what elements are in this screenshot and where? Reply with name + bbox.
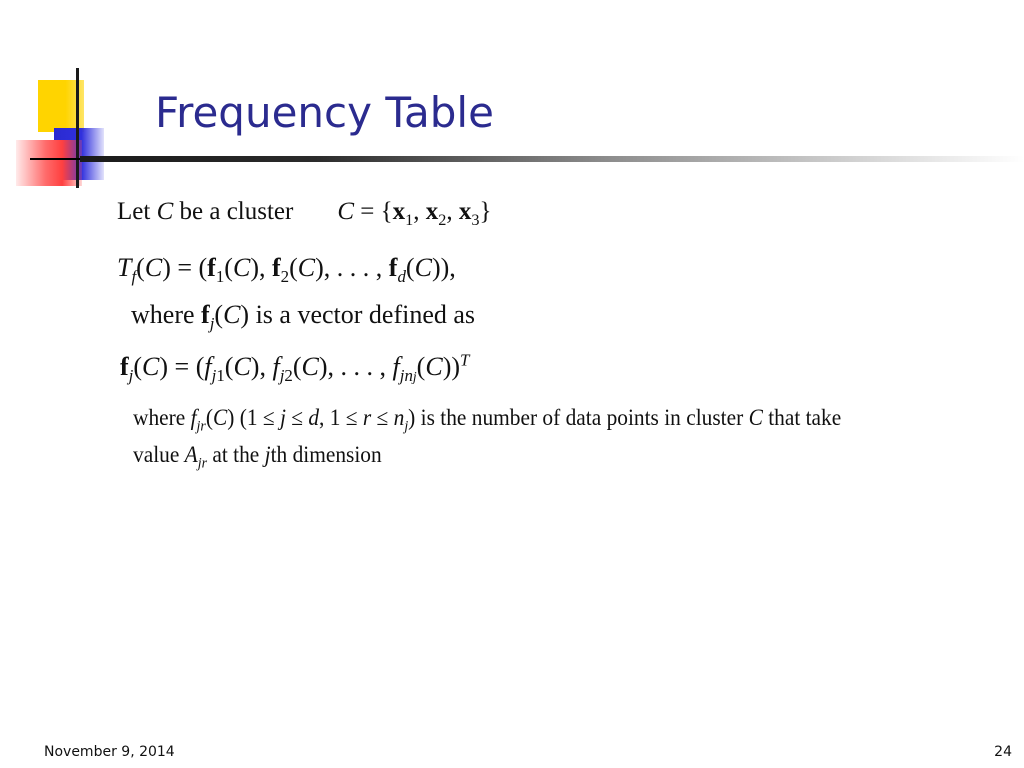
red-square-shape (16, 140, 82, 186)
cluster-variable: C (156, 198, 174, 225)
frequency-table-formula: $T_f(C) = (f_1(C)$, $f_2(C)$, . . . , $f_d(C)$), (117, 253, 456, 287)
vector-definition-text: where $f_j(C)$ is a vector defined as (131, 300, 476, 334)
be-a-cluster-text: be a cluster (173, 198, 294, 225)
slide-logo-decoration (0, 0, 140, 200)
slide-title: Frequency Table (155, 88, 494, 137)
vector-formula: $f_j(C) = (f_{j1}(C)$, $f_{j2}(C)$, . . . , $f_{jnj}(C))^T$ (120, 350, 470, 386)
value-description-line: value $A_{jr}$ at the jth dimension (133, 442, 382, 472)
footer-date: November 9, 2014 (44, 744, 175, 760)
cluster-definition-line (117, 198, 492, 229)
title-underline-rule (80, 156, 1024, 162)
page-number: 24 (994, 744, 1012, 760)
let-prefix: Let (117, 198, 157, 225)
fjr-description-line: where $f_{jr}(C) (1 \le j \le d$, $1 \le r \le n_j$) is the number of data points in cluster C that take (133, 405, 842, 435)
vertical-rule (76, 68, 79, 188)
cluster-set-equation: $C = \{x_1$, $x_2$, $x_3$} (337, 198, 492, 229)
